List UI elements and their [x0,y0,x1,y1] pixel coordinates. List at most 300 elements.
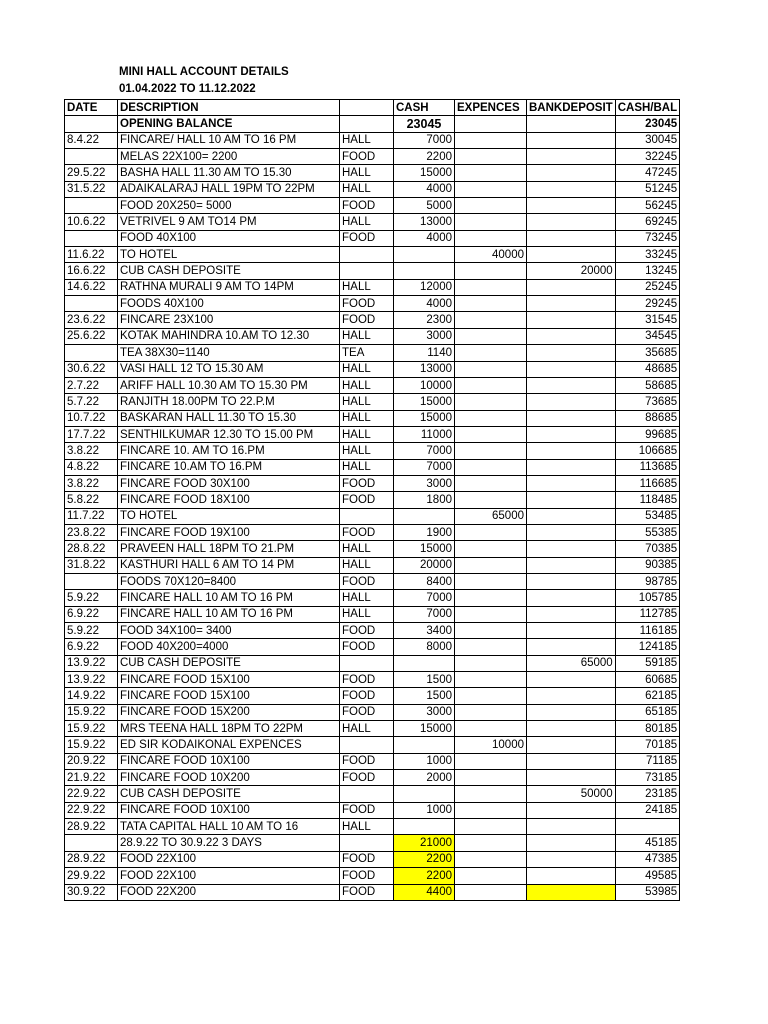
cell-expences [455,721,527,737]
cell-cash-balance: 71185 [615,753,679,769]
cell-cash: 23045 [394,116,455,132]
cell-cash-balance: 70185 [615,737,679,753]
cell-type: HALL [340,459,394,475]
cell-description: 28.9.22 TO 30.9.22 3 DAYS [118,835,340,851]
cell-description: FOOD 20X250= 5000 [118,198,340,214]
cell-expences [455,296,527,312]
cell-type: HALL [340,279,394,295]
cell-cash: 7000 [394,590,455,606]
cell-cash-balance: 73245 [615,230,679,246]
table-row [65,524,680,540]
cell-date [65,835,118,851]
account-table [64,99,680,901]
cell-expences [455,165,527,181]
cell-cash-balance: 56245 [615,198,679,214]
table-row [65,753,680,769]
cell-expences [455,312,527,328]
table-row [65,655,680,671]
table-row [65,868,680,884]
cell-expences [455,443,527,459]
cell-bank-deposit [527,704,616,720]
table-row [65,475,680,491]
cell-bank-deposit [527,312,616,328]
table-row [65,541,680,557]
cell-description: FINCARE FOOD 15X100 [118,672,340,688]
cell-date: 8.4.22 [65,132,118,148]
cell-type [340,737,394,753]
cell-cash: 3400 [394,623,455,639]
cell-bank-deposit: 20000 [527,263,616,279]
cell-date: 31.5.22 [65,181,118,197]
cell-cash: 21000 [394,835,455,851]
cell-bank-deposit [527,345,616,361]
cell-date: 5.9.22 [65,623,118,639]
cell-cash-balance: 53485 [615,508,679,524]
cell-description: ADAIKALARAJ HALL 19PM TO 22PM [118,181,340,197]
cell-date: 3.8.22 [65,443,118,459]
cell-description: FOOD 22X200 [118,884,340,900]
cell-expences [455,802,527,818]
cell-type [340,263,394,279]
cell-bank-deposit [527,721,616,737]
cell-expences [455,459,527,475]
cell-expences [455,639,527,655]
cell-bank-deposit [527,198,616,214]
cell-date: 5.7.22 [65,394,118,410]
cell-bank-deposit [527,672,616,688]
cell-description: FINCARE FOOD 30X100 [118,475,340,491]
cell-type: FOOD [340,524,394,540]
cell-expences [455,426,527,442]
cell-bank-deposit [527,819,616,835]
cell-date: 16.6.22 [65,263,118,279]
cell-cash-balance: 80185 [615,721,679,737]
header-description: DESCRIPTION [118,100,340,116]
cell-date: 17.7.22 [65,426,118,442]
table-row [65,328,680,344]
cell-expences [455,688,527,704]
table-row [65,345,680,361]
cell-cash: 1900 [394,524,455,540]
cell-expences [455,492,527,508]
cell-type: HALL [340,426,394,442]
cell-type: HALL [340,721,394,737]
cell-date: 23.8.22 [65,524,118,540]
cell-description: TEA 38X30=1140 [118,345,340,361]
cell-cash [394,247,455,263]
table-row [65,835,680,851]
header-type [340,100,394,116]
cell-date: 23.6.22 [65,312,118,328]
cell-description: VASI HALL 12 TO 15.30 AM [118,361,340,377]
cell-expences [455,573,527,589]
table-row [65,492,680,508]
cell-description: FOODS 40X100 [118,296,340,312]
cell-date: 13.9.22 [65,672,118,688]
cell-date: 30.9.22 [65,884,118,900]
cell-date: 15.9.22 [65,737,118,753]
cell-expences [455,116,527,132]
table-row [65,819,680,835]
cell-expences [455,394,527,410]
cell-description: TATA CAPITAL HALL 10 AM TO 16 [118,819,340,835]
cell-date: 25.6.22 [65,328,118,344]
table-row [65,737,680,753]
cell-type: FOOD [340,802,394,818]
cell-description: FINCARE FOOD 15X100 [118,688,340,704]
cell-cash: 15000 [394,165,455,181]
cell-cash-balance: 88685 [615,410,679,426]
cell-description: FOOD 40X200=4000 [118,639,340,655]
cell-cash: 1500 [394,672,455,688]
cell-description: CUB CASH DEPOSITE [118,786,340,802]
cell-type [340,655,394,671]
cell-type: HALL [340,394,394,410]
cell-expences [455,377,527,393]
cell-cash [394,655,455,671]
cell-description: FINCARE HALL 10 AM TO 16 PM [118,590,340,606]
cell-description: RATHNA MURALI 9 AM TO 14PM [118,279,340,295]
cell-expences [455,753,527,769]
cell-bank-deposit [527,328,616,344]
header-expences: EXPENCES [455,100,527,116]
table-row [65,165,680,181]
cell-cash [394,737,455,753]
table-row [65,459,680,475]
cell-cash-balance: 60685 [615,672,679,688]
cell-bank-deposit [527,214,616,230]
cell-cash: 11000 [394,426,455,442]
cell-expences [455,279,527,295]
cell-type: FOOD [340,198,394,214]
cell-cash-balance: 33245 [615,247,679,263]
cell-description: FINCARE FOOD 10X100 [118,753,340,769]
table-row [65,132,680,148]
cell-description: FINCARE/ HALL 10 AM TO 16 PM [118,132,340,148]
table-row [65,263,680,279]
cell-cash-balance: 47245 [615,165,679,181]
header-cash-balance: CASH/BAL [615,100,679,116]
cell-expences: 65000 [455,508,527,524]
cell-description: FOODS 70X120=8400 [118,573,340,589]
cell-bank-deposit [527,851,616,867]
cell-type: FOOD [340,704,394,720]
cell-expences [455,541,527,557]
cell-cash-balance: 98785 [615,573,679,589]
cell-cash: 8000 [394,639,455,655]
cell-expences [455,361,527,377]
table-row [65,606,680,622]
cell-description: CUB CASH DEPOSITE [118,263,340,279]
cell-type: HALL [340,214,394,230]
cell-type: HALL [340,590,394,606]
cell-cash [394,263,455,279]
cell-cash: 1000 [394,753,455,769]
cell-description: BASKARAN HALL 11.30 TO 15.30 [118,410,340,426]
cell-description: BASHA HALL 11.30 AM TO 15.30 [118,165,340,181]
table-row [65,247,680,263]
cell-cash-balance: 34545 [615,328,679,344]
cell-cash: 15000 [394,541,455,557]
table-row [65,149,680,165]
cell-bank-deposit [527,770,616,786]
cell-type: HALL [340,443,394,459]
cell-expences [455,524,527,540]
cell-cash-balance: 24185 [615,802,679,818]
table-row [65,230,680,246]
cell-date: 22.9.22 [65,786,118,802]
cell-cash: 2200 [394,149,455,165]
cell-description: FINCARE FOOD 10X200 [118,770,340,786]
table-row [65,377,680,393]
cell-description: SENTHILKUMAR 12.30 TO 15.00 PM [118,426,340,442]
cell-date: 20.9.22 [65,753,118,769]
cell-cash: 4000 [394,181,455,197]
cell-bank-deposit [527,524,616,540]
cell-cash: 1800 [394,492,455,508]
table-row [65,312,680,328]
cell-cash: 20000 [394,557,455,573]
cell-description: CUB CASH DEPOSITE [118,655,340,671]
cell-expences [455,328,527,344]
cell-cash-balance: 113685 [615,459,679,475]
table-row [65,639,680,655]
cell-type: FOOD [340,753,394,769]
cell-cash-balance: 59185 [615,655,679,671]
table-row [65,198,680,214]
cell-type: FOOD [340,884,394,900]
cell-bank-deposit [527,606,616,622]
cell-date: 15.9.22 [65,721,118,737]
cell-cash: 7000 [394,459,455,475]
cell-date: 14.9.22 [65,688,118,704]
cell-date: 10.7.22 [65,410,118,426]
cell-cash: 15000 [394,394,455,410]
cell-type: HALL [340,181,394,197]
cell-bank-deposit [527,459,616,475]
cell-expences: 10000 [455,737,527,753]
cell-description: FOOD 34X100= 3400 [118,623,340,639]
table-row [65,770,680,786]
cell-description: OPENING BALANCE [118,116,340,132]
cell-date: 6.9.22 [65,606,118,622]
cell-description: FINCARE FOOD 18X100 [118,492,340,508]
cell-type [340,835,394,851]
cell-bank-deposit [527,181,616,197]
cell-type: FOOD [340,868,394,884]
table-row [65,623,680,639]
cell-type: HALL [340,606,394,622]
cell-cash: 12000 [394,279,455,295]
cell-description: FOOD 22X100 [118,868,340,884]
cell-cash: 13000 [394,214,455,230]
cell-bank-deposit [527,443,616,459]
cell-expences [455,263,527,279]
cell-expences [455,557,527,573]
cell-cash-balance: 106685 [615,443,679,459]
cell-cash-balance: 70385 [615,541,679,557]
cell-date [65,116,118,132]
cell-cash-balance: 32245 [615,149,679,165]
cell-cash-balance: 69245 [615,214,679,230]
cell-bank-deposit [527,492,616,508]
cell-bank-deposit [527,165,616,181]
cell-date [65,345,118,361]
header-date: DATE [65,100,118,116]
table-row [65,443,680,459]
cell-bank-deposit [527,279,616,295]
cell-type: FOOD [340,296,394,312]
cell-type: FOOD [340,688,394,704]
cell-cash-balance: 31545 [615,312,679,328]
cell-bank-deposit [527,361,616,377]
cell-cash: 8400 [394,573,455,589]
cell-cash-balance: 25245 [615,279,679,295]
cell-date: 13.9.22 [65,655,118,671]
cell-cash: 10000 [394,377,455,393]
cell-type: FOOD [340,639,394,655]
cell-cash [394,508,455,524]
header-bank-deposit: BANKDEPOSIT [527,100,616,116]
cell-type: HALL [340,541,394,557]
cell-date: 2.7.22 [65,377,118,393]
cell-bank-deposit [527,426,616,442]
cell-cash-balance: 23045 [615,116,679,132]
cell-type: FOOD [340,573,394,589]
cell-cash-balance: 29245 [615,296,679,312]
cell-cash [394,786,455,802]
cell-cash: 2000 [394,770,455,786]
header-cash: CASH [394,100,455,116]
table-row [65,573,680,589]
cell-date: 21.9.22 [65,770,118,786]
cell-date: 5.9.22 [65,590,118,606]
cell-cash: 7000 [394,132,455,148]
table-row [65,181,680,197]
cell-expences [455,851,527,867]
cell-description: PRAVEEN HALL 18PM TO 21.PM [118,541,340,557]
cell-date: 15.9.22 [65,704,118,720]
table-row [65,296,680,312]
cell-expences [455,132,527,148]
cell-cash-balance: 118485 [615,492,679,508]
cell-date: 22.9.22 [65,802,118,818]
cell-expences: 40000 [455,247,527,263]
cell-description: KOTAK MAHINDRA 10.AM TO 12.30 [118,328,340,344]
cell-expences [455,868,527,884]
cell-expences [455,704,527,720]
cell-cash [394,819,455,835]
cell-cash: 2300 [394,312,455,328]
cell-bank-deposit [527,557,616,573]
cell-description: FINCARE HALL 10 AM TO 16 PM [118,606,340,622]
cell-expences [455,181,527,197]
cell-description: FINCARE 10. AM TO 16.PM [118,443,340,459]
cell-date: 10.6.22 [65,214,118,230]
cell-type: FOOD [340,770,394,786]
cell-type: FOOD [340,230,394,246]
cell-date: 29.9.22 [65,868,118,884]
cell-description: MRS TEENA HALL 18PM TO 22PM [118,721,340,737]
cell-bank-deposit [527,802,616,818]
cell-bank-deposit [527,230,616,246]
cell-type: FOOD [340,149,394,165]
cell-cash-balance: 99685 [615,426,679,442]
cell-description: VETRIVEL 9 AM TO14 PM [118,214,340,230]
cell-cash-balance: 58685 [615,377,679,393]
cell-type: FOOD [340,672,394,688]
cell-bank-deposit [527,590,616,606]
cell-date [65,149,118,165]
cell-type: HALL [340,819,394,835]
cell-type: HALL [340,557,394,573]
cell-type: FOOD [340,312,394,328]
cell-cash: 1000 [394,802,455,818]
cell-expences [455,835,527,851]
cell-expences [455,623,527,639]
cell-expences [455,410,527,426]
table-row [65,672,680,688]
cell-expences [455,672,527,688]
cell-expences [455,770,527,786]
cell-cash: 2200 [394,851,455,867]
cell-cash-balance: 65185 [615,704,679,720]
cell-bank-deposit [527,410,616,426]
cell-cash-balance: 13245 [615,263,679,279]
cell-expences [455,884,527,900]
cell-cash-balance: 49585 [615,868,679,884]
cell-description: FOOD 22X100 [118,851,340,867]
cell-bank-deposit [527,688,616,704]
cell-cash: 7000 [394,443,455,459]
cell-expences [455,590,527,606]
cell-type: HALL [340,165,394,181]
cell-cash-balance: 105785 [615,590,679,606]
table-row [65,851,680,867]
cell-bank-deposit [527,639,616,655]
cell-bank-deposit [527,884,616,900]
cell-date: 28.8.22 [65,541,118,557]
cell-expences [455,475,527,491]
cell-cash-balance: 51245 [615,181,679,197]
cell-type: HALL [340,361,394,377]
cell-bank-deposit [527,508,616,524]
cell-description: KASTHURI HALL 6 AM TO 14 PM [118,557,340,573]
cell-cash: 1500 [394,688,455,704]
cell-type: HALL [340,377,394,393]
table-row [65,426,680,442]
table-row [65,410,680,426]
cell-cash-balance: 112785 [615,606,679,622]
cell-cash: 5000 [394,198,455,214]
cell-cash-balance: 62185 [615,688,679,704]
cell-cash: 1140 [394,345,455,361]
cell-bank-deposit [527,377,616,393]
cell-cash: 2200 [394,868,455,884]
cell-cash: 4000 [394,230,455,246]
header-row [65,100,680,116]
cell-cash: 13000 [394,361,455,377]
cell-date: 14.6.22 [65,279,118,295]
cell-bank-deposit [527,116,616,132]
cell-type [340,247,394,263]
cell-date [65,230,118,246]
cell-bank-deposit: 50000 [527,786,616,802]
table-row [65,704,680,720]
cell-bank-deposit [527,623,616,639]
table-row [65,214,680,230]
table-row [65,802,680,818]
